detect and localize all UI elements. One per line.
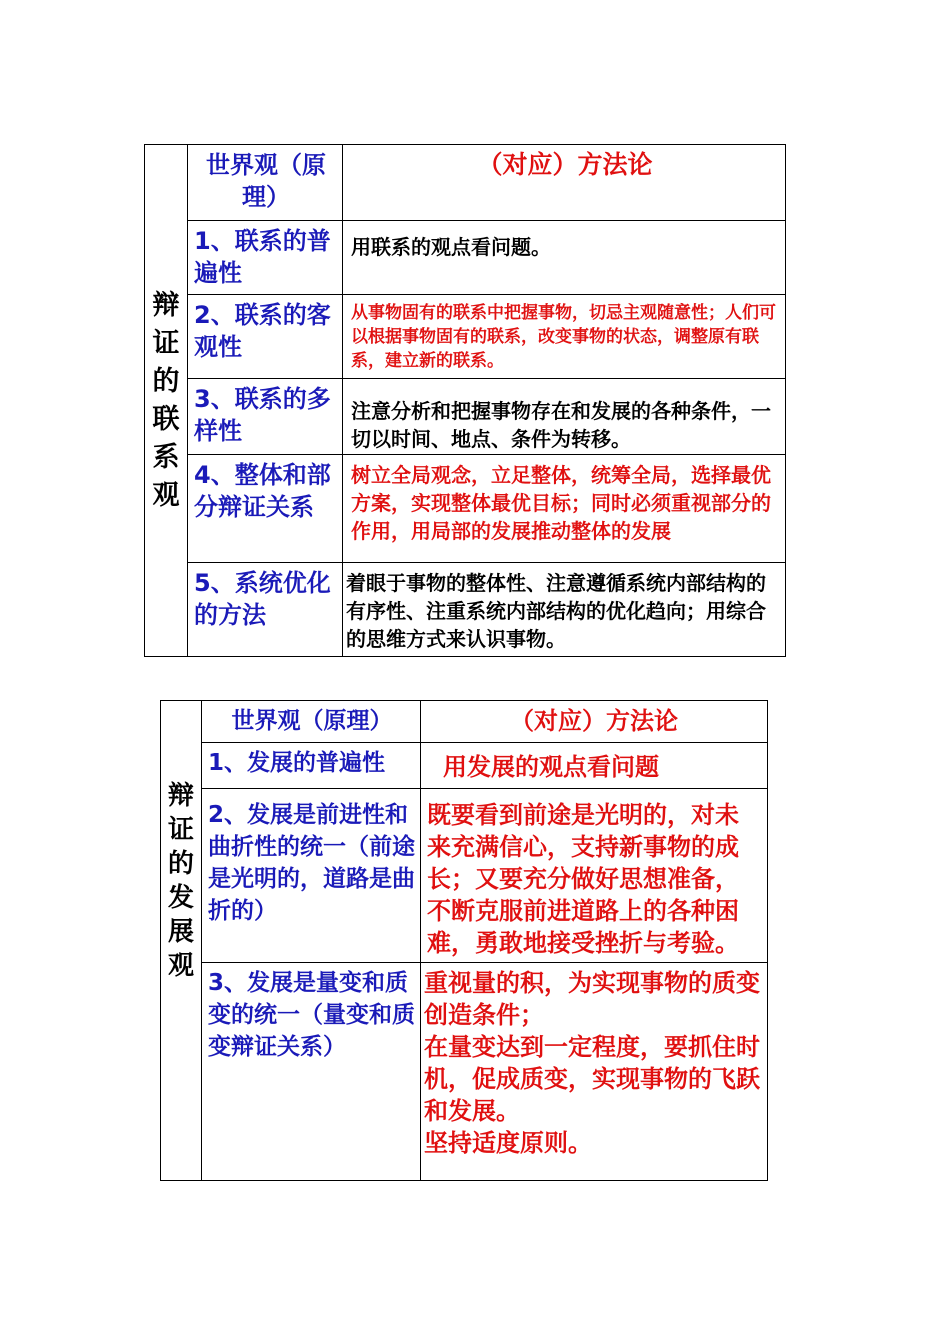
side-char: 的 bbox=[167, 849, 194, 879]
principle-cell: 1、联系的普遍性 bbox=[188, 221, 343, 295]
side-char: 辩 bbox=[152, 289, 180, 321]
method-line: 在量变达到一定程度，要抓住时机，促成质变，实现事物的飞跃和发展。 bbox=[424, 1033, 760, 1125]
table-row bbox=[145, 455, 786, 563]
header-worldview: 世界观（原理） bbox=[202, 701, 421, 743]
side-char: 的 bbox=[152, 365, 180, 397]
side-char: 发 bbox=[167, 883, 194, 913]
method-line: 重视量的积，为实现事物的质变创造条件； bbox=[424, 969, 760, 1029]
method-line: 坚持适度原则。 bbox=[424, 1129, 592, 1157]
principle-cell: 3、发展是量变和质变的统一（量变和质变辩证关系） bbox=[202, 963, 421, 1181]
side-char: 观 bbox=[167, 951, 194, 981]
method-cell: 树立全局观念，立足整体，统筹全局，选择最优方案，实现整体最优目标；同时必须重视部分的作用，用局部的发展推动整体的发展 bbox=[343, 455, 786, 563]
method-cell: 既要看到前途是光明的，对未来充满信心，支持新事物的成长；又要充分做好思想准备，不断克服前进道路上的各种困难，勇敢地接受挫折与考验。 bbox=[421, 789, 768, 963]
table-row bbox=[161, 743, 768, 789]
table-row bbox=[161, 963, 768, 1181]
side-char: 观 bbox=[152, 479, 180, 511]
side-title bbox=[161, 701, 202, 1181]
principle-cell: 5、系统优化的方法 bbox=[188, 563, 343, 657]
table-row bbox=[145, 221, 786, 295]
side-char: 证 bbox=[152, 327, 180, 359]
side-char: 证 bbox=[167, 815, 194, 845]
header-methodology: （对应）方法论 bbox=[421, 701, 768, 743]
method-cell: 用发展的观点看问题 bbox=[421, 743, 768, 789]
principle-cell: 2、联系的客观性 bbox=[188, 295, 343, 379]
side-char: 展 bbox=[167, 917, 194, 947]
table-row bbox=[145, 379, 786, 455]
method-cell: 从事物固有的联系中把握事物，切忌主观随意性；人们可以根据事物固有的联系，改变事物的状态，调整原有联系，建立新的联系。 bbox=[343, 295, 786, 379]
table-row bbox=[145, 295, 786, 379]
header-methodology: （对应）方法论 bbox=[343, 145, 786, 221]
side-char: 辩 bbox=[167, 781, 194, 811]
dialectical-connection-table bbox=[144, 144, 786, 657]
side-char: 联 bbox=[152, 403, 180, 435]
dialectical-development-table bbox=[160, 700, 768, 1181]
header-worldview: 世界观（原理） bbox=[188, 145, 343, 221]
principle-cell: 3、联系的多样性 bbox=[188, 379, 343, 455]
side-char: 系 bbox=[152, 441, 180, 473]
side-title bbox=[145, 145, 188, 657]
principle-cell: 2、发展是前进性和曲折性的统一（前途是光明的，道路是曲折的） bbox=[202, 789, 421, 963]
table-row bbox=[145, 563, 786, 657]
principle-cell: 1、发展的普遍性 bbox=[202, 743, 421, 789]
table-row bbox=[161, 789, 768, 963]
principle-cell: 4、整体和部分辩证关系 bbox=[188, 455, 343, 563]
method-cell: 用联系的观点看问题。 bbox=[343, 221, 786, 295]
method-cell bbox=[421, 963, 768, 1181]
method-cell: 着眼于事物的整体性、注意遵循系统内部结构的有序性、注重系统内部结构的优化趋向；用综合的思维方式来认识事物。 bbox=[343, 563, 786, 657]
method-cell: 注意分析和把握事物存在和发展的各种条件，一切以时间、地点、条件为转移。 bbox=[343, 379, 786, 455]
